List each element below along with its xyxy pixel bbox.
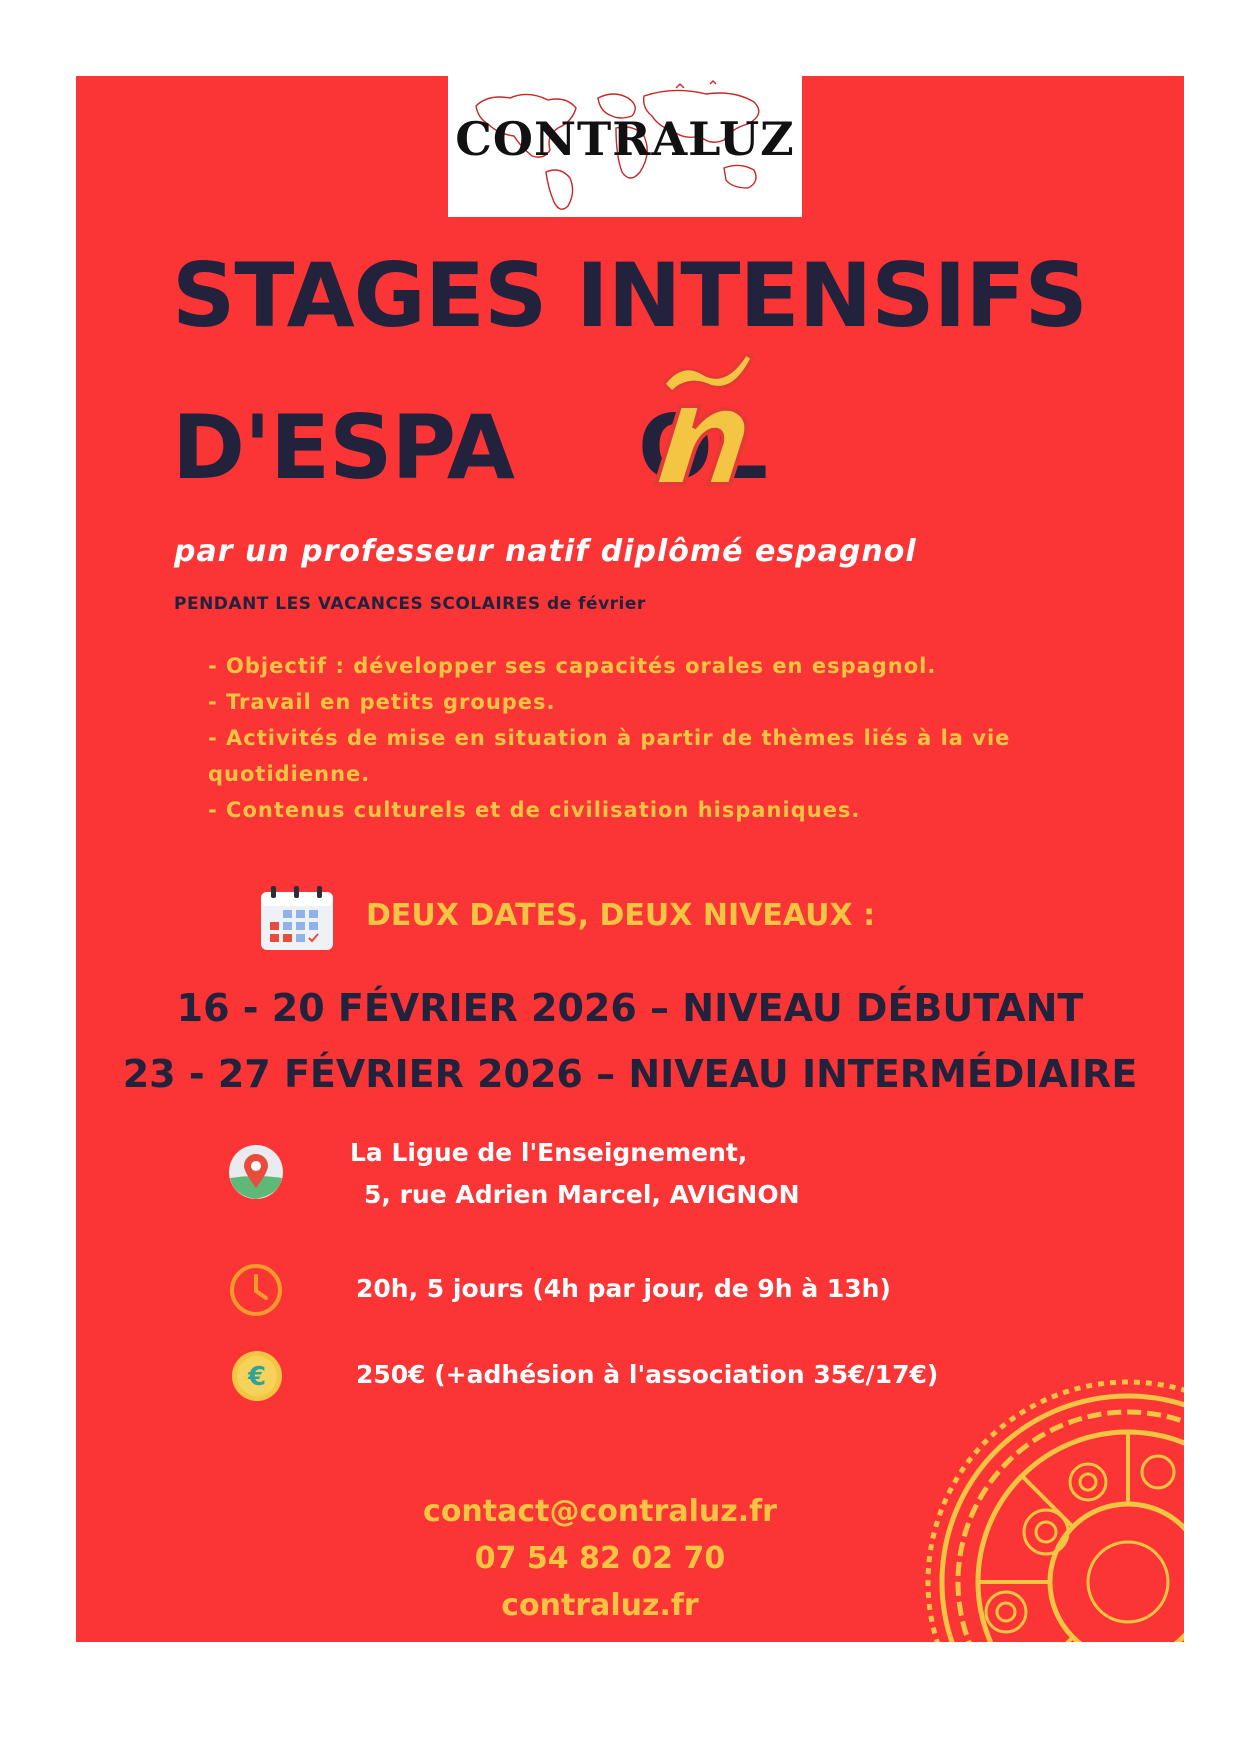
euro-symbol: € bbox=[247, 1362, 267, 1392]
calendar-icon bbox=[259, 886, 335, 952]
logo-text: CONTRALUZ bbox=[455, 112, 795, 166]
title-line-2-end: OL bbox=[638, 396, 767, 499]
dates-heading: DEUX DATES, DEUX NIVEAUX : bbox=[366, 898, 876, 933]
mandala-decoration-icon bbox=[918, 1372, 1184, 1642]
objective-item: - Contenus culturels et de civilisation hispaniques. bbox=[208, 798, 861, 822]
title-line-2-start: D'ESPA bbox=[172, 396, 515, 499]
objectives-list bbox=[208, 648, 1078, 828]
contact-email[interactable]: contact@contraluz.fr bbox=[423, 1494, 777, 1529]
objective-item: - Activités de mise en situation à partir de thèmes liés à la vie quotidienne. bbox=[208, 726, 1011, 786]
poster bbox=[76, 76, 1184, 1642]
price-text: 250€ (+adhésion à l'association 35€/17€) bbox=[356, 1360, 939, 1389]
period-main: PENDANT LES VACANCES SCOLAIRES bbox=[174, 594, 541, 614]
period-line bbox=[174, 594, 646, 614]
schedule-text: 20h, 5 jours (4h par jour, de 9h à 13h) bbox=[356, 1274, 891, 1303]
subtitle: par un professeur natif diplômé espagnol bbox=[174, 534, 917, 569]
clock-icon bbox=[228, 1262, 284, 1318]
period-suffix: de février bbox=[547, 594, 646, 614]
euro-coin-icon bbox=[231, 1350, 283, 1402]
location-line-2: 5, rue Adrien Marcel, AVIGNON bbox=[364, 1180, 800, 1209]
location-line-1: La Ligue de l'Enseignement, bbox=[350, 1138, 748, 1167]
title-line-1: STAGES INTENSIFS bbox=[172, 244, 1087, 347]
objective-item: - Travail en petits groupes. bbox=[208, 690, 556, 714]
contraluz-logo bbox=[448, 76, 802, 217]
location-pin-icon bbox=[228, 1144, 284, 1200]
objective-item: - Objectif : développer ses capacités orales en espagnol. bbox=[208, 654, 937, 678]
contact-phone[interactable]: 07 54 82 02 70 bbox=[474, 1541, 726, 1576]
contact-website[interactable]: contraluz.fr bbox=[501, 1588, 699, 1623]
date-intermediate: 23 - 27 FÉVRIER 2026 – NIVEAU INTERMÉDIAIRE bbox=[122, 1052, 1138, 1096]
enye-letter-icon bbox=[634, 344, 774, 494]
date-beginner: 16 - 20 FÉVRIER 2026 – NIVEAU DÉBUTANT bbox=[176, 986, 1084, 1030]
